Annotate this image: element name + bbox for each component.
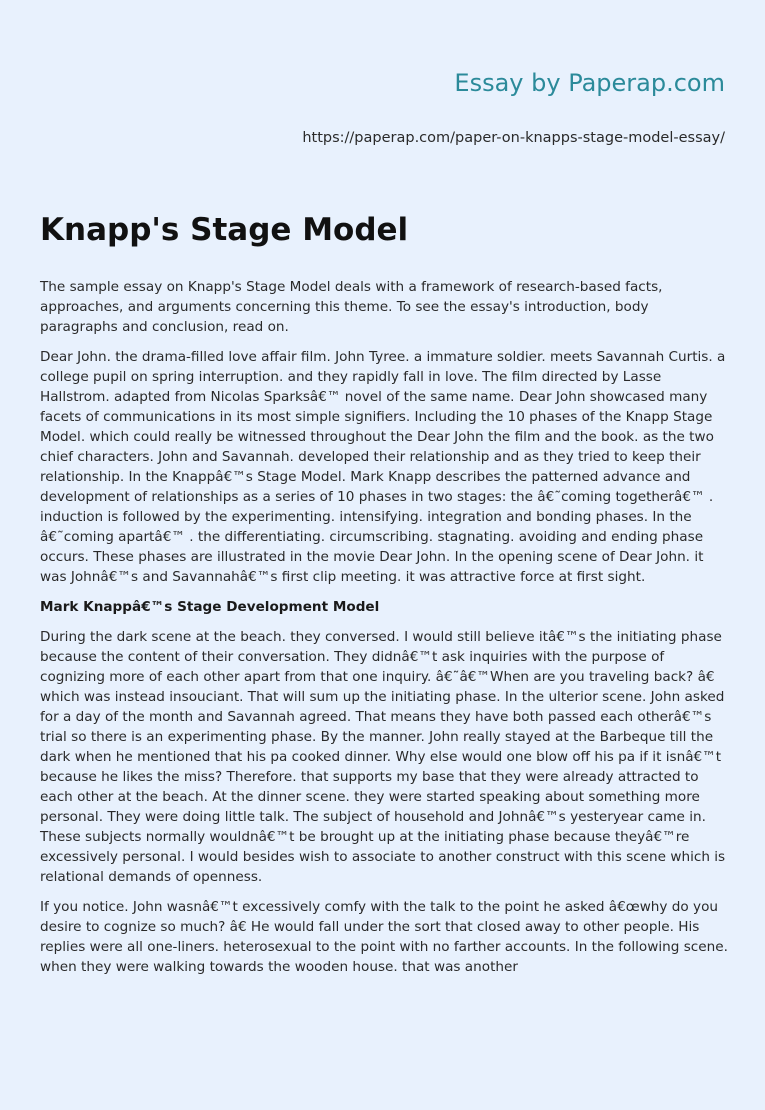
- source-url[interactable]: https://paperap.com/paper-on-knapps-stage-model-essay/: [302, 130, 725, 146]
- body-paragraph-3: If you notice. John wasnâ€™t excessively comfy with the talk to the point he asked â€œwhy do you desire to cognize so much? â€ He would fall under the sort that closed away to other people. His replies were all one-liners. heterosexual to the point with no farther accounts. In the following scene. when they were walking towards the wooden house. that was another: [40, 899, 728, 975]
- section-subheading: Mark Knappâ€™s Stage Development Model: [40, 599, 380, 615]
- body-paragraph-1: Dear John. the drama-filled love affair film. John Tyree. a immature soldier. meets Savannah Curtis. a college pupil on spring interruption. and they rapidly fall in love. The film directed by Lasse Hallstrom. adapted from Nicolas Sparksâ€™ novel of the same name. Dear John showcased many facets of communications in its most simple signifiers. Including the 10 phases of the Knapp Stage Model. which could really be witnessed throughout the Dear John the film and the book. as the two chief characters. John and Savannah. developed their relationship and as they tried to keep their relationship. In the Knappâ€™s Stage Model. Mark Knapp describes the patterned advance and development of relationships as a series of 10 phases in two stages: the â€˜coming togetherâ€™ . induction is followed by the experimenting. intensifying. integration and bonding phases. In the â€˜coming apartâ€™ . the differentiating. circumscribing. stagnating. avoiding and ending phase occurs. These phases are illustrated in the movie Dear John. In the opening scene of Dear John. it was Johnâ€™s and Savannahâ€™s first clip meeting. it was attractive force at first sight.: [40, 349, 726, 585]
- site-brand[interactable]: Essay by Paperap.com: [454, 69, 725, 97]
- body-paragraph-2: During the dark scene at the beach. they conversed. I would still believe itâ€™s the initiating phase because the content of their conversation. They didnâ€™t ask inquiries with the purpose of cognizing more of each other apart from that one inquiry. â€˜â€™When are you traveling back? â€ which was instead insouciant. That will sum up the initiating phase. In the ulterior scene. John asked for a day of the month and Savannah agreed. That means they have both passed each otherâ€™s trial so there is an experimenting phase. By the manner. John really stayed at the Barbeque till the dark when he mentioned that his pa cooked dinner. Why else would one blow off his pa if it isnâ€™t because he likes the miss? Therefore. that supports my base that they were already attracted to each other at the beach. At the dinner scene. they were started speaking about something more personal. They were doing little talk. The subject of household and Johnâ€™s yesteryear came in. These subjects normally wouldnâ€™t be brought up at the initiating phase because theyâ€™re excessively personal. I would besides wish to associate to another construct with this scene which is relational demands of openness.: [40, 629, 726, 885]
- page-title: Knapp's Stage Model: [40, 212, 409, 248]
- intro-paragraph: The sample essay on Knapp's Stage Model deals with a framework of research-based facts, approaches, and arguments concerning this theme. To see the essay's introduction, body paragraphs and conclusion, read on.: [40, 279, 663, 335]
- article-body: [40, 277, 730, 987]
